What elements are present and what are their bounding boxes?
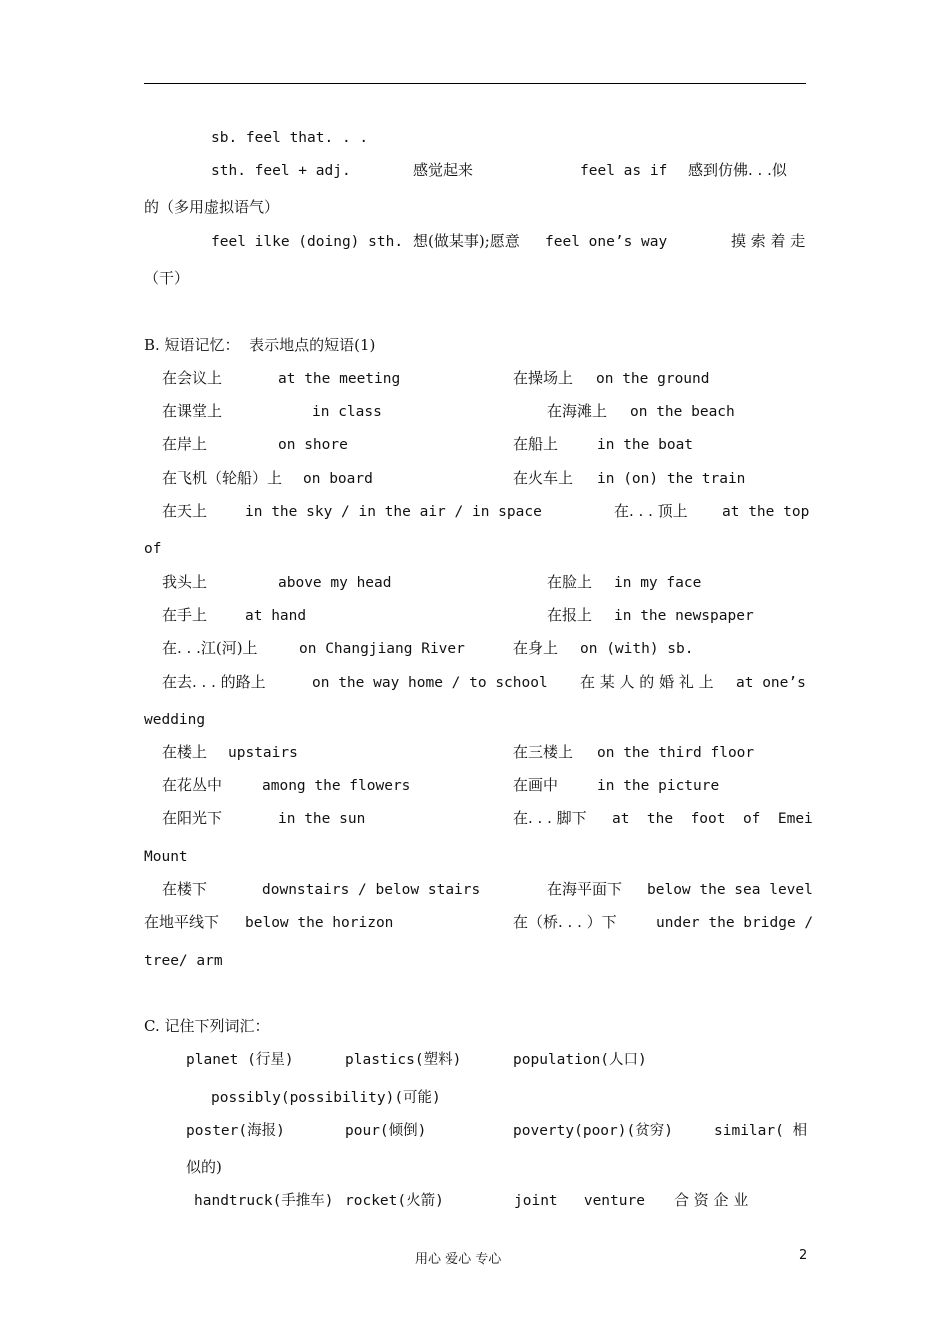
phrase-en: downstairs / below stairs xyxy=(262,882,481,898)
phrase-en: at the top xyxy=(722,504,810,520)
phrase-en: on the ground xyxy=(596,371,710,387)
phrase-en: in class xyxy=(312,404,382,420)
feel-line-2-cn2: 感到仿佛. . .似 xyxy=(688,161,787,179)
phrase-cn: 在身上 xyxy=(513,639,559,657)
vocab-item: poster(海报) xyxy=(186,1123,285,1139)
feel-line-4-cn: 想(做某事);愿意 xyxy=(413,232,520,250)
phrase-cn: 在. . .江(河)上 xyxy=(162,639,258,657)
phrase-cn: 在楼下 xyxy=(162,880,208,898)
feel-line-2-cn: 感觉起来 xyxy=(413,161,474,179)
phrase-en: in the picture xyxy=(597,778,720,794)
phrase-en: in the newspaper xyxy=(614,608,754,624)
page-number: 2 xyxy=(799,1248,808,1263)
phrase-en: in the boat xyxy=(597,437,694,453)
feel-line-2-en2: feel as if xyxy=(580,163,668,179)
phrase-cn: 在花丛中 xyxy=(162,776,223,794)
phrase-en: at the foot of Emei xyxy=(612,811,813,827)
phrase-cn: 在课堂上 xyxy=(162,402,223,420)
phrase-cn: 在地平线下 xyxy=(144,913,220,931)
phrase-cn: 在手上 xyxy=(162,606,208,624)
phrase-en: on board xyxy=(303,471,373,487)
phrase-en: at one’s xyxy=(736,675,806,691)
phrase-cn: 在 某 人 的 婚 礼 上 xyxy=(580,673,714,691)
feel-line-1: sb. feel that. . . xyxy=(211,130,369,146)
phrase-en: on the beach xyxy=(630,404,735,420)
phrase-cn: 在报上 xyxy=(547,606,593,624)
vocab-item: possibly(possibility)(可能) xyxy=(211,1090,441,1106)
vocab-item-continuation: 似的) xyxy=(186,1158,222,1176)
section-b-heading: B. 短语记忆： 表示地点的短语(1) xyxy=(144,336,376,354)
phrase-cn: 在岸上 xyxy=(162,435,208,453)
phrase-en: below the sea level xyxy=(647,882,813,898)
feel-line-4-en: feel ilke (doing) sth. xyxy=(211,234,404,250)
phrase-cn: 在画中 xyxy=(513,776,559,794)
phrase-cn: 我头上 xyxy=(162,573,208,591)
phrase-cn: 在海滩上 xyxy=(547,402,608,420)
phrase-en: in the sun xyxy=(278,811,366,827)
phrase-continuation: wedding xyxy=(144,712,206,728)
phrase-en: among the flowers xyxy=(262,778,411,794)
phrase-continuation: tree/ arm xyxy=(144,953,223,969)
phrase-cn: 在三楼上 xyxy=(513,743,574,761)
phrase-cn: 在天上 xyxy=(162,502,208,520)
phrase-en: at the meeting xyxy=(278,371,401,387)
phrase-en: in (on) the train xyxy=(597,471,746,487)
header-rule xyxy=(144,83,806,84)
phrase-cn: 在飞机（轮船）上 xyxy=(162,469,283,487)
phrase-cn: 在楼上 xyxy=(162,743,208,761)
feel-line-4-en2: feel one’s way xyxy=(545,234,668,250)
phrase-en: above my head xyxy=(278,575,392,591)
vocab-item: joint venture xyxy=(514,1193,645,1209)
feel-line-4-cn2: 摸 索 着 走 xyxy=(731,232,806,250)
phrase-en: under the bridge / xyxy=(656,915,814,931)
phrase-en: below the horizon xyxy=(245,915,394,931)
vocab-item: population(人口) xyxy=(513,1052,647,1068)
phrase-en: at hand xyxy=(245,608,307,624)
feel-line-5: （干） xyxy=(144,269,190,287)
phrase-cn: 在. . . 脚下 xyxy=(513,809,587,827)
vocab-item: pour(倾倒) xyxy=(345,1123,427,1139)
phrase-en: in my face xyxy=(614,575,702,591)
vocab-item: poverty(poor)(贫穷) xyxy=(513,1123,673,1139)
vocab-item: planet (行星) xyxy=(186,1052,294,1068)
phrase-en: on shore xyxy=(278,437,348,453)
phrase-en: upstairs xyxy=(228,745,298,761)
phrase-continuation: Mount xyxy=(144,849,188,865)
phrase-en: on Changjiang River xyxy=(299,641,465,657)
phrase-cn: 在阳光下 xyxy=(162,809,223,827)
vocab-item: 合 资 企 业 xyxy=(674,1191,749,1209)
feel-line-2-en: sth. feel + adj. xyxy=(211,163,351,179)
phrase-cn: 在火车上 xyxy=(513,469,574,487)
phrase-cn: 在. . . 顶上 xyxy=(614,502,688,520)
phrase-cn: 在船上 xyxy=(513,435,559,453)
phrase-cn: 在海平面下 xyxy=(547,880,623,898)
phrase-cn: 在去. . . 的路上 xyxy=(162,673,266,691)
phrase-cn: 在（桥. . . ）下 xyxy=(513,913,617,931)
section-c-heading: C. 记住下列词汇： xyxy=(144,1017,270,1035)
phrase-en: in the sky / in the air / in space xyxy=(245,504,542,520)
vocab-item: plastics(塑料) xyxy=(345,1052,462,1068)
feel-line-3: 的（多用虚拟语气） xyxy=(144,198,280,216)
phrase-cn: 在操场上 xyxy=(513,369,574,387)
vocab-item: similar( 相 xyxy=(714,1123,808,1139)
phrase-continuation: of xyxy=(144,541,162,557)
phrase-en: on (with) sb. xyxy=(580,641,694,657)
phrase-en: on the third floor xyxy=(597,745,755,761)
phrase-cn: 在脸上 xyxy=(547,573,593,591)
phrase-cn: 在会议上 xyxy=(162,369,223,387)
phrase-en: on the way home / to school xyxy=(312,675,548,691)
vocab-item: rocket(火箭) xyxy=(345,1193,444,1209)
footer-center-text: 用心 爱心 专心 xyxy=(415,1252,502,1267)
vocab-item: handtruck(手推车) xyxy=(194,1193,334,1209)
